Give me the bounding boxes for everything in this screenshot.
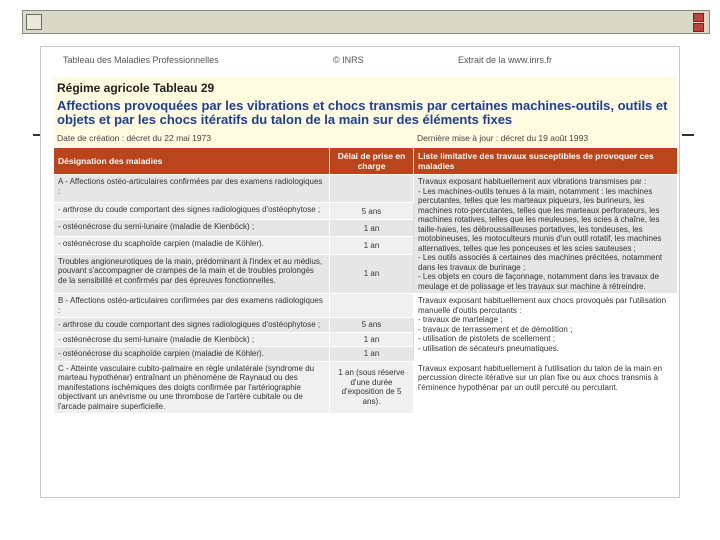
table-row [54, 175, 678, 203]
works-cell-c: Travaux exposant habituellement à l'utilisation du talon de la main en percussion directe itérative sur un plan fixe ou aux chocs transmis à l'éminence hypothénar par un outil percuté ou percutant. [414, 361, 678, 414]
disease-cell: - ostéonécrose du semi-lunaire (maladie de Kienböck) ; [54, 220, 330, 237]
header-works: Liste limitative des travaux susceptibles de provoquer ces maladies [414, 148, 678, 175]
delay-cell [330, 175, 414, 203]
disease-cell: - arthrose du coude comportant des signes radiologiques d'ostéophytose ; [54, 203, 330, 220]
header-delay: Délai de prise en charge [330, 148, 414, 175]
delay-cell: 1 an [330, 237, 414, 254]
creation-date: Date de création : décret du 22 mai 1973 [57, 133, 212, 143]
header-source: Extrait de la www.inrs.fr [458, 55, 553, 65]
disease-cell: - ostéonécrose du semi-lunaire (maladie de Kienböck) ; [54, 332, 330, 347]
table-title: Affections provoquées par les vibrations et chocs transmis par certaines machines-outils, outils et objets et par les chocs itératifs du talon de la main sur des éléments fixes [57, 98, 668, 127]
header-left: Tableau des Maladies Professionnelles [63, 55, 219, 65]
table-header-row [54, 148, 678, 175]
document-scan [40, 46, 680, 498]
slide-title-bar [22, 10, 710, 34]
disease-cell: B - Affections ostéo-articulaires confirmées par des examens radiologiques : [54, 294, 330, 318]
bullet-dash [682, 134, 694, 136]
header-copyright: © INRS [333, 55, 364, 65]
header-diseases: Désignation des maladies [54, 148, 330, 175]
delay-cell: 1 an [330, 347, 414, 362]
delay-cell: 5 ans [330, 203, 414, 220]
delay-cell: 1 an [330, 220, 414, 237]
disease-cell: - arthrose du coude comportant des signes radiologiques d'ostéophytose ; [54, 318, 330, 333]
disease-cell: - ostéonécrose du scaphoïde carpien (maladie de Köhler). [54, 347, 330, 362]
table-row [54, 361, 678, 414]
disease-cell: C - Atteinte vasculaire cubito-palmaire en règle unilatérale (syndrome du marteau hypothénar) entraînant un phénomène de Raynaud ou des manifestations ischémiques des doigts confirmée par l'artériographie objectivant un anévrisme ou une thrombose de l'artère cubitale ou de l'arcade palmaire superficielle. [54, 361, 330, 414]
disease-cell: Troubles angioneurotiques de la main, prédominant à l'index et au médius, pouvant s'accompagner de crampes de la main et de troubles prolongés de la sensibilité et confirmés par des épreuves fonctionnelles. [54, 254, 330, 294]
delay-cell: 1 an (sous réserve d'une durée d'exposition de 5 ans). [330, 361, 414, 414]
document-header [63, 51, 671, 67]
works-cell-a: Travaux exposant habituellement aux vibrations transmises par : - Les machines-outils tenues à la main, notamment : les machines percutantes, telles que les marteaux piqueurs, les burineurs, les machines roto-percutantes, telles que les marteaux perforateurs, les machines rotatives, telles que les meuleuses, les scies à chaîne, les taille-haies, les débroussailleuses portatives, les tondeuses, les motobineuses, les motoculteurs munis d'un outil rotatif, les machines alternatives, telles que les ponceuses et les scies sauteuses ; - Les outils associés à certaines des machines précitées, notamment dans les travaux de burinage ; - Les objets en cours de façonnage, notamment dans les travaux de meulage et de polissage et les travaux sur machine à rétreindre. [414, 175, 678, 294]
works-cell-b: Travaux exposant habituellement aux chocs provoqués par l'utilisation manuelle d'outils percutants : - travaux de martelage ; - travaux de terrassement et de démolition ; - utilisation de pistolets de scellement ; - utilisation de sécateurs pneumatiques. [414, 294, 678, 362]
disease-table [53, 147, 678, 414]
disease-cell: A - Affections ostéo-articulaires confirmées par des examens radiologiques : [54, 175, 330, 203]
disease-cell: - ostéonécrose du scaphoïde carpien (maladie de Köhler). [54, 237, 330, 254]
bar-square-icon [26, 14, 42, 30]
delay-cell: 1 an [330, 254, 414, 294]
table-row [54, 294, 678, 318]
bar-marker-icon [693, 13, 704, 22]
update-date: Dernière mise à jour : décret du 19 août 1993 [417, 133, 589, 143]
regime-title: Régime agricole Tableau 29 [57, 81, 215, 95]
delay-cell: 5 ans [330, 318, 414, 333]
bar-marker-icon [693, 23, 704, 32]
delay-cell: 1 an [330, 332, 414, 347]
delay-cell [330, 294, 414, 318]
